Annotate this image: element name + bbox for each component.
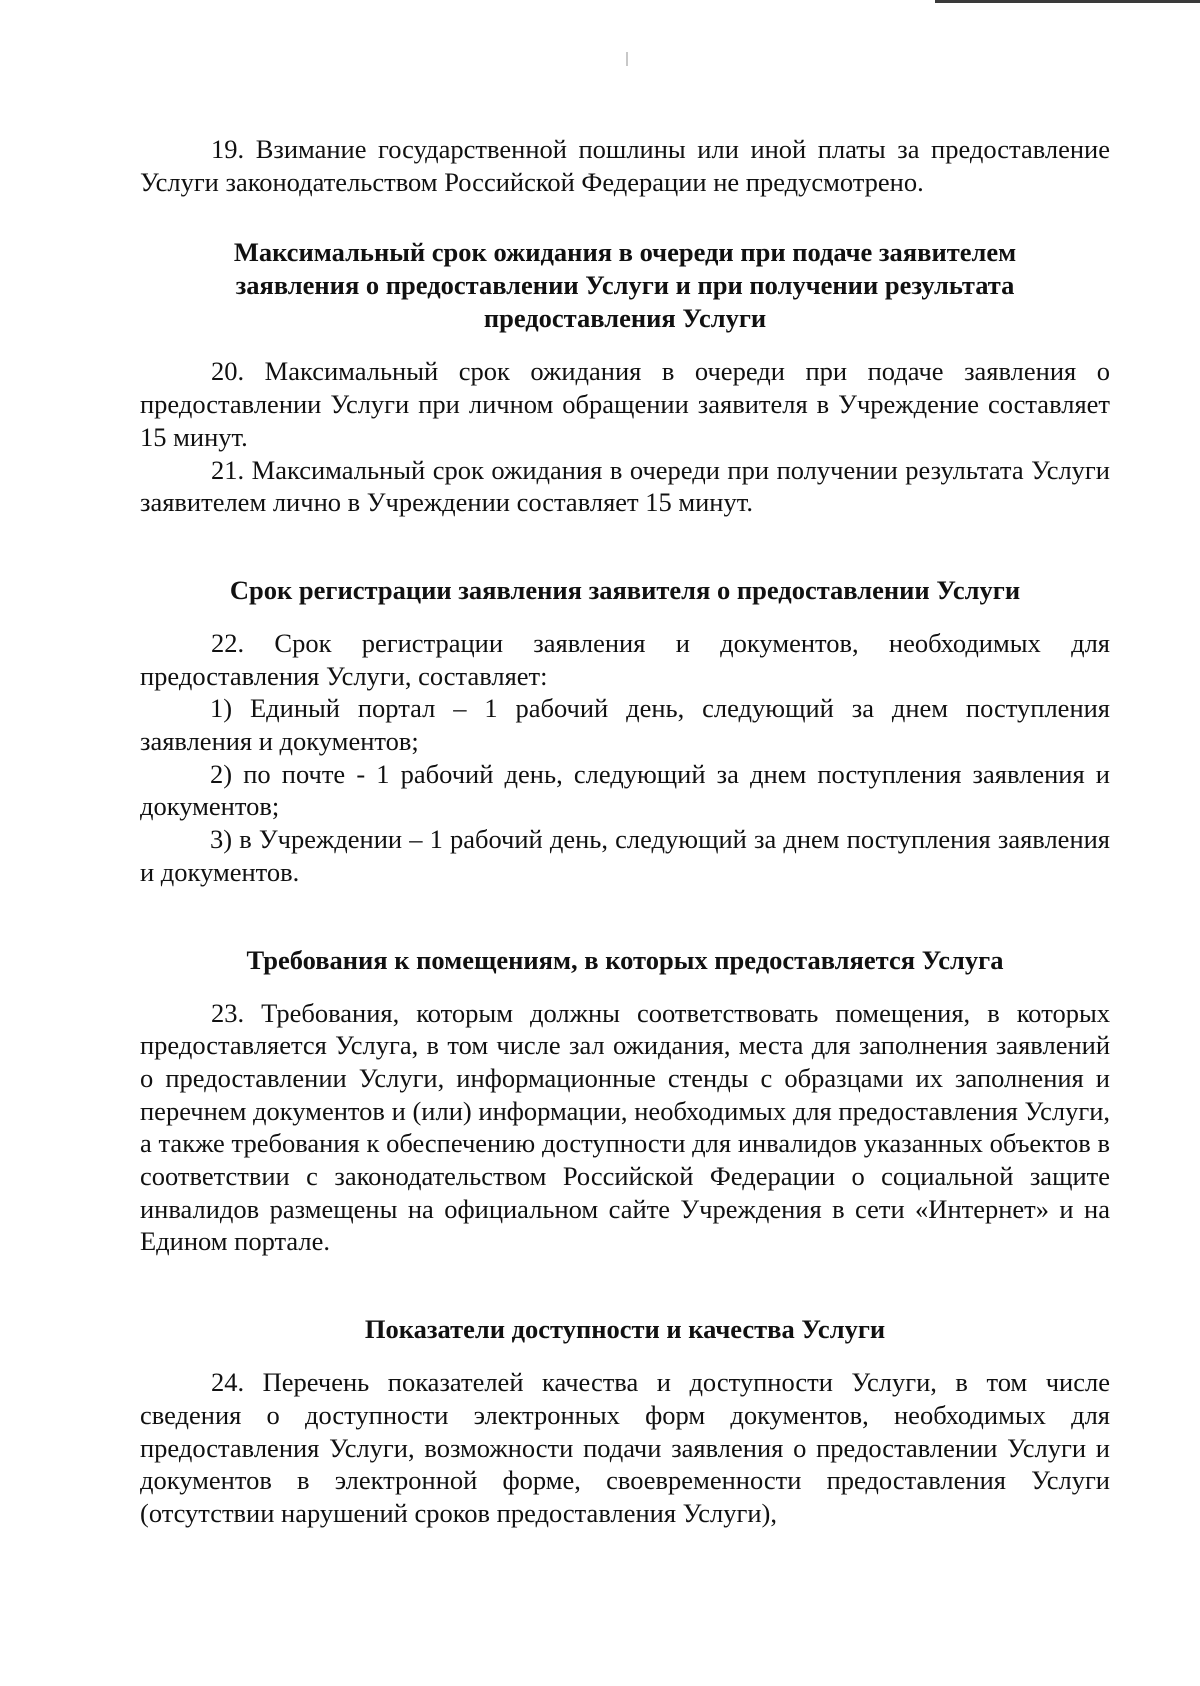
spacer (140, 977, 1110, 997)
top-edge-rule (935, 0, 1200, 3)
paragraph-20: 20. Максимальный срок ожидания в очереди при подаче заявления о предоставлении Услуги при личном обращении заявителя в Учреждение составляет 15 минут. (140, 356, 1110, 452)
document-page (140, 133, 1110, 1530)
list-item-22-1: 1) Единый портал – 1 рабочий день, следующий за днем поступления заявления и документов; (140, 693, 1110, 757)
spacer (140, 889, 1110, 944)
spacer (140, 198, 1110, 236)
paragraph-23: 23. Требования, которым должны соответствовать помещения, в которых предоставляется Услуга, в том числе зал ожидания, места для заполнения заявлений о предоставлении Услуги, информационные стенды с образцами их заполнения и перечнем документов и (или) информации, необходимых для предоставления Услуги, а также требования к обеспечению доступности для инвалидов указанных объектов в соответствии с законодательством Российской Федерации о социальной защите инвалидов размещены на официальном сайте Учреждения в сети «Интернет» и на Едином портале. (140, 997, 1110, 1257)
spacer (140, 335, 1110, 355)
heading-waiting-time: Максимальный срок ожидания в очереди при подаче заявителем заявления о предоставлении Услуги и при получении результата предоставления Услуги (233, 237, 1017, 334)
heading-premises-requirements: Требования к помещениям, в которых предоставляется Услуга (246, 944, 1004, 975)
list-item-22-2: 2) по почте - 1 рабочий день, следующий за днем поступления заявления и документов; (140, 758, 1110, 822)
paragraph-24: 24. Перечень показателей качества и доступности Услуги, в том числе сведения о доступности электронных форм документов, необходимых для предоставления Услуги, возможности подачи заявления о предоставлении Услуги и документов в электронной форме, своевременности предоставления Услуги (отсутствии нарушений сроков предоставления Услуги), (140, 1367, 1110, 1528)
scan-mark (626, 52, 628, 66)
heading-registration-term: Срок регистрации заявления заявителя о предоставлении Услуги (229, 574, 1021, 605)
paragraph-19: 19. Взимание государственной пошлины или иной платы за предоставление Услуги законодательством Российской Федерации не предусмотрено. (140, 134, 1110, 197)
paragraph-21: 21. Максимальный срок ожидания в очереди при получении результата Услуги заявителем лично в Учреждении составляет 15 минут. (140, 454, 1110, 518)
spacer (140, 607, 1110, 627)
list-item-22-3: 3) в Учреждении – 1 рабочий день, следующий за днем поступления заявления и документов. (140, 824, 1110, 887)
heading-quality-indicators: Показатели доступности и качества Услуги (364, 1314, 886, 1345)
spacer (140, 1346, 1110, 1366)
spacer (140, 519, 1110, 574)
paragraph-22: 22. Срок регистрации заявления и документов, необходимых для предоставления Услуги, составляет: (140, 627, 1110, 691)
spacer (140, 1258, 1110, 1313)
